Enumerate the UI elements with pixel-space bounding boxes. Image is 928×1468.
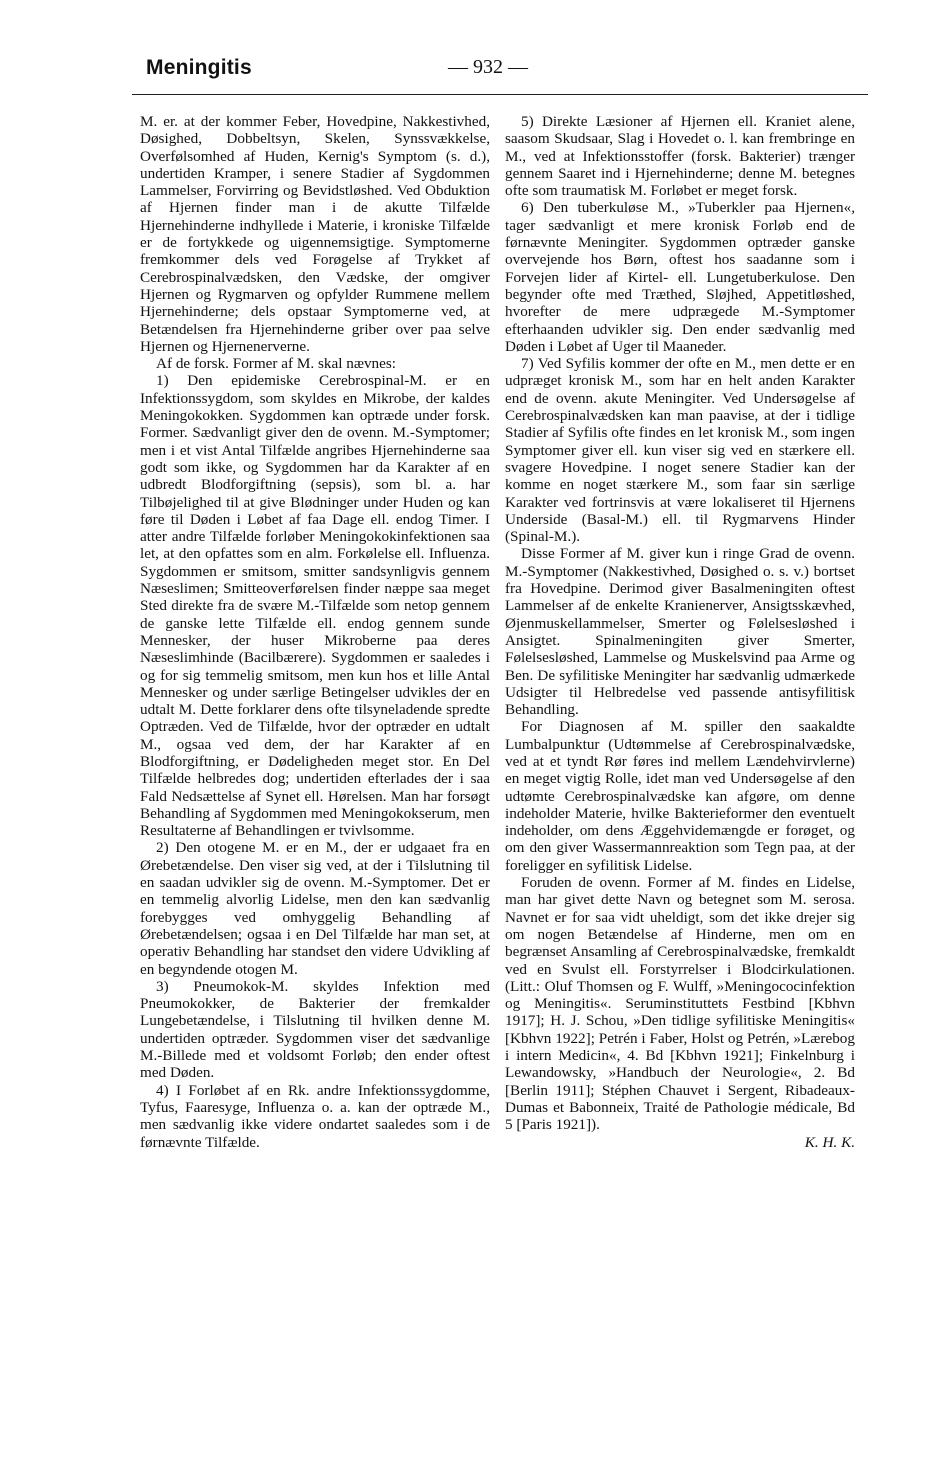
paragraph-serosa-literature: Foruden de ovenn. Former af M. findes en Lidelse, man har givet dette Navn og betegnet som M. serosa. Navnet er for saa vidt uheldigt, som det ikke drejer sig om nogen Betændelse af Hinderne, men om en begrænset Ansamling af Cerebrospinalvædske, fremkaldt ved en Svulst ell. Forstyrrelser i Blodcirkulationen. (Litt.: Oluf Thomsen og F. Wulff, »Meningococinfektion og Meningitis«. Seruminstituttets Festbind [Kbhvn 1917]; H. J. Schou, »Den tidlige syfilitiske Meningitis« [Kbhvn 1922]; Petrén i Faber, Holst og Petrén, »Lærebog i intern Medicin«, 4. Bd [Kbhvn 1921]; Finkelnburg i Lewandowsky, »Handbuch der Neurologie«, 2. Bd [Berlin 1911]; Stéphen Chauvet i Sergent, Ribadeaux-Dumas et Babonneix, Traité de Pathologie médicale, Bd 5 [Paris 1921]).	[505, 874, 855, 1134]
paragraph-diagnosis: For Diagnosen af M. spiller den saakaldte Lumbalpunktur (Udtømmelse af Cerebrospinalvædske, ved at et tyndt Rør føres ind mellem Lændehvirvlerne) en meget vigtig Rolle, idet man ved Undersøgelse af den udtømte Cerebrospinalvædske kan afgøre, om denne indeholder Materie, hvilke Bakterieformer den eventuelt indeholder, om dens Æggehvidemængde er forøget, og om den giver Wassermannreaktion som Tegn paa, at der foreligger en syfilitisk Lidelse.	[505, 718, 855, 874]
paragraph-form-7: 7) Ved Syfilis kommer der ofte en M., men dette er en udpræget kronisk M., som har en helt anden Karakter end de ovenn. akute Meningiter. Ved Undersøgelse af Cerebrospinalvædsken kan man paavise, at der i tidlige Stadier af Syfilis ofte findes en let kronisk M., som ingen Symptomer giver ell. kun viser sig ved en stærkere ell. svagere Hovedpine. I noget senere Stadier kan der komme en noget stærkere M., som faar sin særlige Karakter ved fortrinsvis at være lokaliseret til Hjernens Underside (Basal-M.) ell. til Rygmarvens Hinder (Spinal-M.).	[505, 355, 855, 546]
page-number: — 932 —	[448, 56, 528, 78]
page-header	[120, 56, 868, 90]
paragraph-form-5: 5) Direkte Læsioner af Hjernen ell. Kraniet alene, saasom Skudsaar, Slag i Hovedet o. l. kan frembringe en M., ved at Infektionsstoffer (forsk. Bakterier) trænger gennem Saaret ind i Hjernehinderne; denne M. betegnes ofte som traumatisk M. Forløbet er meget forsk.	[505, 113, 855, 200]
paragraph-forms-intro: Af de forsk. Former af M. skal nævnes:	[156, 355, 397, 373]
running-head-title: Meningitis	[146, 56, 252, 79]
paragraph-form-6: 6) Den tuberkuløse M., »Tuberkler paa Hjernen«, tager sædvanligt et mere kronisk Forløb end de førnævnte Meningiter. Sygdommen optræder ganske overvejende hos Børn, oftest hos saadanne som i Forvejen lider af Kirtel- ell. Lungetuberkulose. Den begynder ofte med Træthed, Sløjhed, Appetitløshed, hvorefter de mere udprægede M.-Symptomer efterhaanden udvikler sig. Den ender sædvanlig med Døden i Løbet af Uger til Maaneder.	[505, 199, 855, 355]
paragraph-form-4: 4) I Forløbet af en Rk. andre Infektionssygdomme, Tyfus, Faaresyge, Influenza o. a. kan der optræde M., men sædvanlig ikke videre ondartet saaledes som i de førnævnte Tilfælde.	[140, 1081, 490, 1151]
paragraph-form-2: 2) Den otogene M. er en M., der er udgaaet fra en Ørebetændelse. Den viser sig ved, at der i Tilslutning til en saadan udvikler sig de ovenn. M.-Symptomer. Det er en temmelig alvorlig Lidelse, men den kan sædvanlig forebygges ved omhyggelig Behandling af Ørebetændelsen; ogsaa i en Del Tilfælde har man set, at operativ Behandling har standset den videre Udvikling af en begyndende otogen M.	[140, 839, 490, 978]
author-signature: K. H. K.	[804, 1133, 855, 1151]
header-rule	[132, 94, 868, 95]
paragraph-form-1: 1) Den epidemiske Cerebrospinal-M. er en Infektionssygdom, som skyldes en Mikrobe, der kaldes Meningokokken. Sygdommen kan optræde under forsk. Former. Sædvanligt giver den de ovenn. M.-Symptomer; men i et vist Antal Tilfælde angribes Hjernehinderne saa godt som ikke, og Sygdommen har da Karakter af en udbredt Blodforgiftning (sepsis), som bl. a. har Tilbøjelighed til at give Blødninger under Huden og kan føre til Døden i Løbet af faa Dage ell. endog Timer. I atter andre Tilfælde forløber Meningokokinfektionen saa let, at den opfattes som en alm. Forkølelse ell. Influenza. Sygdommen er smitsom, smitter sandsynligvis gennem Næseslimen; Smitteoverførelsen finder næppe saa meget Sted direkte fra de svære M.-Tilfælde som netop gennem de ganske lette Tilfælde ell. endog gennem sunde Mennesker, der huser Mikroberne paa deres Næseslimhinde (Bacilbærere). Sygdommen er saaledes i og for sig temmelig smitsom, men kun hos et lille Antal Mennesker og under særlige Betingelser udvikles der en udtalt M. Dette forklarer dens ofte tilsyneladende spredte Optræden. Ved de Tilfælde, hvor der optræder en udtalt M., ogsaa ved dem, der har Karakter af en Blodforgiftning, er Dødeligheden meget stor. En Del Tilfælde helbredes dog; undertiden efterlades der i saa Fald Nedsættelse af Synet ell. Hørelsen. Man har forsøgt Behandling af Sygdommen med Meningokokserum, men Resultaterne af Behandlingen er tvivlsomme.	[140, 372, 490, 840]
paragraph-form-3: 3) Pneumokok-M. skyldes Infektion med Pneumokokker, de Bakterier der fremkalder Lungebetændelse, i Tilslutning til hvilken denne M. undertiden optræder. Sygdommen viser det sædvanlige M.-Billede med et voldsomt Forløb; den ender oftest med Døden.	[140, 977, 490, 1082]
paragraph-symptoms: M. er. at der kommer Feber, Hovedpine, Nakkestivhed, Døsighed, Dobbeltsyn, Skelen, Synssvækkelse, Overfølsomhed af Huden, Kernig's Symptom (s. d.), undertiden Kramper, i senere Stadier af Sygdommen Lammelser, Forvirring og Bevidstløshed. Ved Obduktion af Hjernen finder man i de akutte Tilfælde Hjernehinderne indhyllede i Materie, i kroniske Tilfælde er de fortykkede og uigennemsigtige. Symptomerne fremkommer dels ved Forøgelse af Trykket af Cerebrospinalvædsken, den Vædske, der omgiver Hjernen og Rygmarven og opfylder Rummene mellem Hjernehinderne; dels opstaar Symptomerne ved, at Betændelsen fra Hjernehinderne griber over paa selve Hjernen og Hjernenerverne.	[140, 113, 490, 355]
left-column	[140, 113, 490, 1151]
paragraph-syphilis-forms: Disse Former af M. giver kun i ringe Grad de ovenn. M.-Symptomer (Nakkestivhed, Døsighed o. s. v.) bortset fra Hovedpine. Derimod giver Basalmeningiten oftest Lammelser af de enkelte Kranienerver, Ansigtsskævhed, Øjenmuskellammelser, Smerter og Følelsesløshed i Ansigtet. Spinalmeningiten giver Smerter, Følelsesløshed, Lammelse og Muskelsvind paa Arme og Ben. De syfilitiske Meningiter har sædvanlig udmærkede Udsigter til Helbredelse ved passende antisyfilitisk Behandling.	[505, 545, 855, 719]
right-column	[505, 113, 855, 1151]
